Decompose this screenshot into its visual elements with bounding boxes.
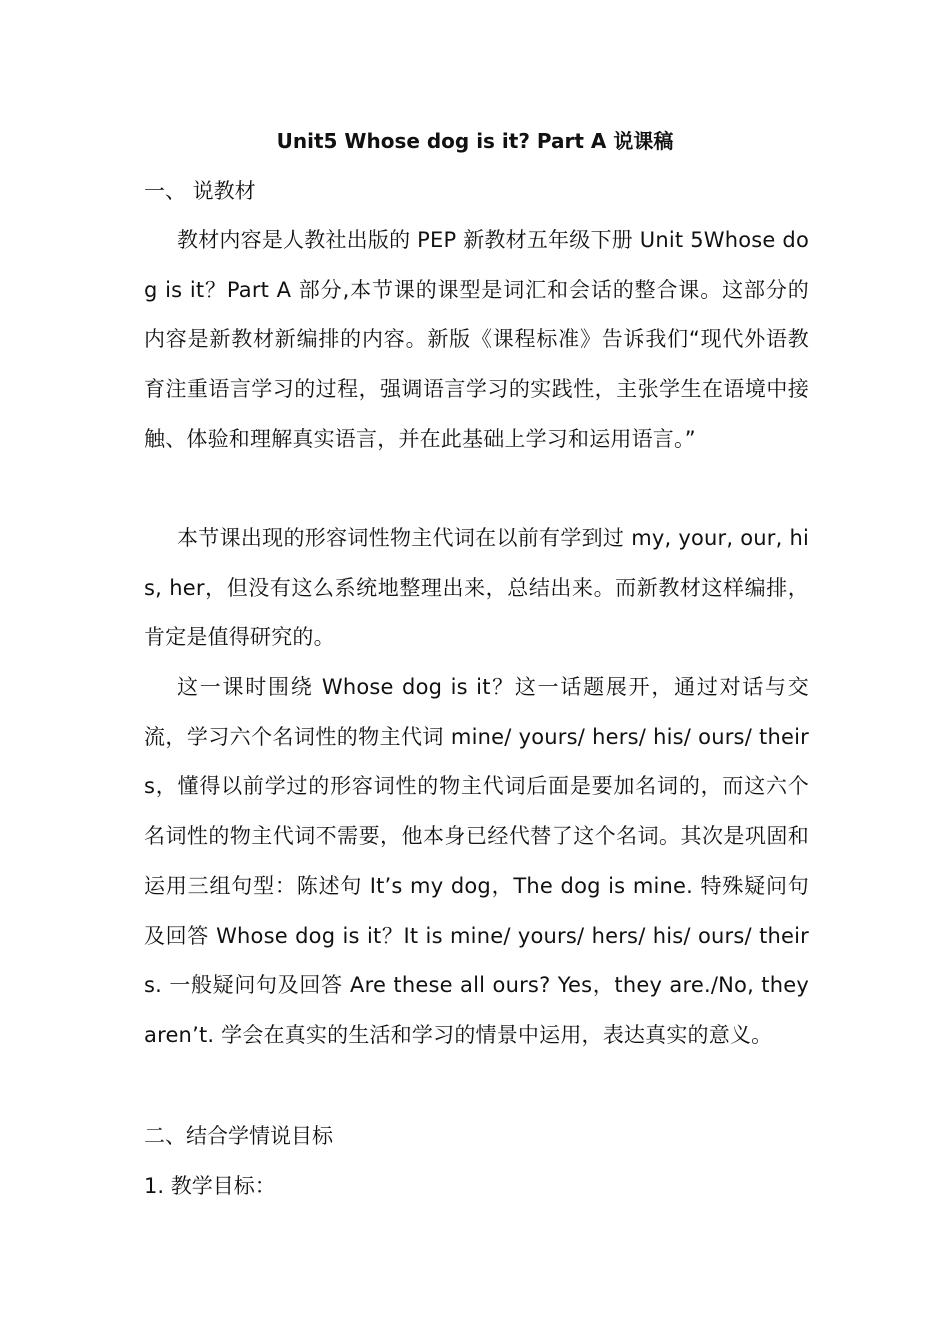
section-heading-textbook: 一、 说教材	[144, 179, 256, 203]
section-heading-objectives: 二、结合学情说目标	[144, 1124, 333, 1148]
paragraph-textbook-content: 教材内容是人教社出版的 PEP 新教材五年级下册 Unit 5Whose dog is it？Part A 部分,本节课的课型是词汇和会话的整合课。这部分的内容是新教材新编排的内容。新版《课程标准》告诉我们“现代外语教育注重语言学习的过程，强调语言学习的实践性，主张学生在语境中接触、体验和理解真实语言，并在此基础上学习和运用语言。”	[144, 228, 809, 451]
paragraph-possessive-pronouns: 本节课出现的形容词性物主代词在以前有学到过 my, your, our, his, her，但没有这么系统地整理出来，总结出来。而新教材这样编排，肯定是值得研究的。	[144, 526, 809, 650]
paragraph-lesson-topic: 这一课时围绕 Whose dog is it？这一话题展开，通过对话与交流，学习六个名词性的物主代词 mine/ yours/ hers/ his/ ours/ theirs，懂得以前学过的形容词性的物主代词后面是要加名词的，而这六个名词性的物主代词不需要，他本身已经代替了这个名词。其次是巩固和运用三组句型：陈述句 It’s my dog，The dog is mine. 特殊疑问句及回答 Whose dog is it？It is mine/ yours/ hers/ his/ ours/ theirs. 一般疑问句及回答 Are these all ours? Yes，they are./No, they aren’t. 学会在真实的生活和学习的情景中运用，表达真实的意义。	[144, 675, 809, 1047]
document-title: Unit5 Whose dog is it? Part A 说课稿	[276, 129, 674, 153]
subheading-teaching-objectives: 1. 教学目标：	[144, 1174, 276, 1198]
